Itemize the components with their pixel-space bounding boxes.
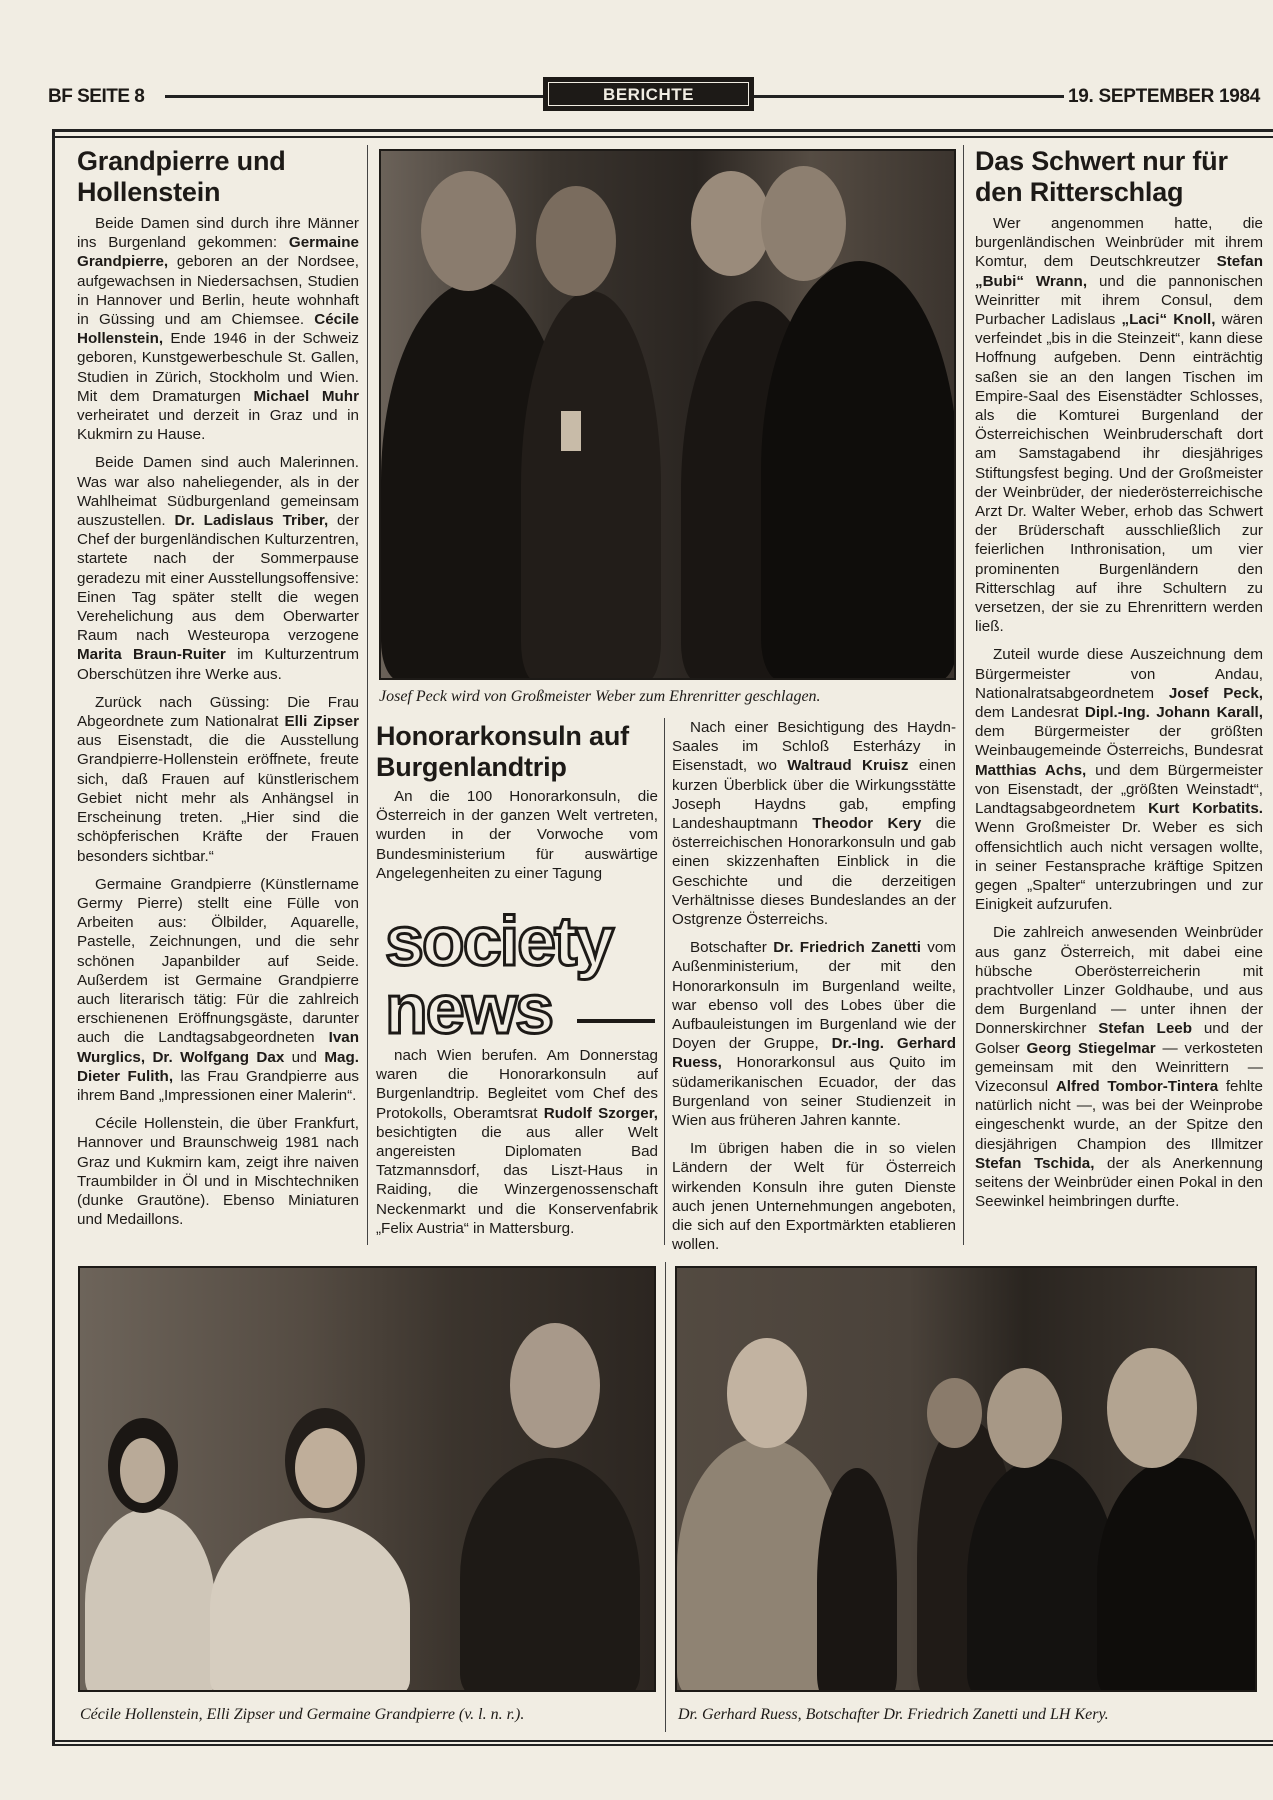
bold-name: Mag. Dieter Fulith, <box>77 1048 359 1085</box>
photo-caption: Josef Peck wird von Großmeister Weber zum Ehrenritter geschlagen. <box>379 688 821 705</box>
text-run: wären verfeindet „bis in die Steinzeit“, kann diese Hoffnung aufgeben. Denn einträchtig saßen sie an den langen Tischen im Empire-Saal des Eisenstädter Schlosses, als die Komturei Burgenland der Österreichischen Weinbruderschaft dort am Samstagabend ihr diesjähriges Stiftungsfest beging. Und der Großmeister der Weinbrüder, der niederösterreichische Arzt Dr. Walter Weber, erhob das Schwert der Brüderschaft ausschließlich zur feierlichen Inthronisation, um vier prominenten Burgenländern den Ritterschlag auf ihre Schultern zu versetzen, der sie zu Ehrenrittern werden ließ. <box>975 311 1263 636</box>
text-run: Beide Damen sind durch ihre Männer ins Burgenland gekommen: <box>77 215 359 252</box>
article-honorarkonsuln <box>376 721 658 892</box>
article-body <box>975 214 1263 1211</box>
header-rule-left <box>165 95 543 98</box>
header-rule-right <box>754 95 1064 98</box>
text-run: Ende 1946 in der Schweiz geboren, Kunstgewerbeschule St. Gallen, Studien in Zürich, Stockholm und Wien. Mit dem Dramaturgen <box>77 330 359 405</box>
column-divider <box>367 145 368 1245</box>
text-run: Germaine Grandpierre (Künstlername Germy Pierre) stellt eine Fülle von Arbeiten aus: Ölbilder, Aquarelle, Pastelle, Zeichnungen, und die sehr schönen Japanbilder auf Seide. Außerdem ist Germaine Grandpierre auch literarisch tätig: Für die zahlreich erschienenen Eröffnungsgäste, darunter auch die Landtagsabgeordneten <box>77 875 359 1047</box>
photo-caption: Dr. Gerhard Ruess, Botschafter Dr. Friedrich Zanetti und LH Kery. <box>678 1706 1109 1723</box>
article-grandpierre <box>77 146 359 1238</box>
frame-left-rule <box>52 129 55 1746</box>
text-run: An die 100 Honorarkonsuln, die Österreich in der ganzen Welt vertreten, wurden in der Vorwoche vom Bundesministerium für auswärtige Angelegenheiten zu einer Tagung <box>376 788 658 882</box>
text-run: Botschafter <box>690 939 774 957</box>
photo-knighting-ceremony <box>379 149 956 680</box>
paragraph <box>77 453 359 683</box>
bold-name: „Laci“ Knoll, <box>1121 311 1216 329</box>
text-run: geboren an der Nordsee, aufgewachsen in Niedersachsen, Studien in Hannover und Berlin, heute wohnhaft in Güssing und am Chiemsee. <box>77 253 359 329</box>
paragraph <box>975 923 1263 1211</box>
text-run: Honorarkonsul aus Quito im südamerikanischen Ecuador, der das Burgenland von seiner Studienzeit in Wien aus früheren Jahren kannte. <box>672 1054 956 1130</box>
column-divider <box>665 1262 666 1732</box>
bold-name: Rudolf Szorger, <box>543 1104 658 1122</box>
bold-name: Germaine Grandpierre, <box>77 234 359 271</box>
text-run: Im übrigen haben die in so vielen Ländern der Welt für Österreich wirkenden Konsuln ihre guten Dienste auch jenen Unternehmungen angeboten, die sich auf den Exportmärkten etablieren wollen. <box>672 1140 956 1254</box>
bold-name: Dr. Ladislaus Triber, <box>174 512 329 530</box>
headline: Das Schwert nur für den Ritterschlag <box>975 146 1228 207</box>
frame-bottom-rule <box>52 1740 1273 1746</box>
text-run: nach Wien berufen. Am Donnerstag waren die Honorarkonsuln auf Burgenlandtrip. Begleitet vom Chef des Protokolls, Oberamtsrat <box>376 1047 658 1122</box>
paragraph <box>376 1046 658 1238</box>
text-run: und dem Bürgermeister von Eisenstadt, der „größten Weinstadt“, Landtagsabgeordnetem <box>975 761 1263 818</box>
bold-name: Georg Stiegelmar <box>1026 1039 1156 1057</box>
text-run: Beide Damen sind auch Malerinnen. Was war also naheliegender, als in der Wahlheimat Südburgenland gemeinsam auszustellen. <box>77 454 359 530</box>
bold-name: Cécile Hollenstein, <box>77 311 359 348</box>
paragraph <box>672 1139 956 1254</box>
frame-top-rule <box>52 129 1273 138</box>
text-run: Wenn Großmeister Dr. Weber es sich offensichtlich auch nicht versagen wollte, in seiner Festansprache kräftige Spitzen gegen „Spalter“ unterzubringen und zur Einigkeit aufzurufen. <box>975 819 1263 914</box>
bold-name: Waltraud Kruisz <box>787 757 909 775</box>
headline: Honorarkonsuln auf Burgenlandtrip <box>376 721 629 782</box>
paragraph <box>376 787 658 883</box>
text-run: die österreichischen Honorarkonsuln und gab einen skizzenhaften Einblick in die Geschichte und die derzeitigen Verhältnisse dieses Bundeslandes an der Ostgrenze Österreichs. <box>672 815 957 929</box>
article-body-part3 <box>672 718 956 1263</box>
issue-date: 19. SEPTEMBER 1984 <box>1068 86 1261 107</box>
text-run: und der Golser <box>975 1020 1263 1057</box>
text-run: Zurück nach Güssing: Die Frau Abgeordnete zum Nationalrat <box>77 693 359 731</box>
article-body-part2 <box>376 1046 658 1247</box>
text-run: der als Anerkennung seitens der Weinbrüder einen Pokal in den Seewinkel heimbringen durfte. <box>975 1154 1263 1211</box>
text-run: im Kulturzentrum Oberschützen ihre Werke aus. <box>77 646 359 683</box>
paragraph <box>672 938 956 1130</box>
bold-name: Michael Muhr <box>253 387 359 405</box>
section-label-box <box>543 77 754 111</box>
text-run: der Chef der burgenländischen Kulturzentren, startete nach der Sommerpause geradezu mit einer Ausstellungsoffensive: Einen Tag später stellt die wegen Verehelichung aus dem Oberwarter Raum nach Westeuropa verzogene <box>77 512 360 645</box>
column-divider <box>664 718 665 1245</box>
bold-name: Stefan „Bubi“ Wrann, <box>975 253 1263 290</box>
bold-name: Dr.-Ing. Gerhard Ruess, <box>672 1035 956 1072</box>
text-run: Zuteil wurde diese Auszeichnung dem Bürgermeister von Andau, Nationalratsabgeordnetem <box>975 646 1263 702</box>
society-news-logo-graphic <box>385 901 657 1039</box>
paragraph <box>77 693 359 866</box>
bold-name: Marita Braun-Ruiter <box>77 646 226 664</box>
paragraph <box>672 718 956 929</box>
paragraph <box>975 214 1263 636</box>
text-run: Nach einer Besichtigung des Haydn-Saales im Schloß Esterházy in Eisenstadt, wo <box>672 719 956 775</box>
text-run: — verkosteten gemeinsam mit den Weinrittern — Vizeconsul <box>975 1039 1264 1095</box>
text-run: Wer angenommen hatte, die burgenländischen Weinbrüder mit ihrem Komtur, dem Deutschkreutzer <box>975 215 1263 271</box>
bold-name: Theodor Kery <box>812 815 922 833</box>
paragraph <box>975 645 1263 914</box>
article-body-part1 <box>376 787 658 883</box>
photo-caption: Cécile Hollenstein, Elli Zipser und Germaine Grandpierre (v. l. n. r.). <box>80 1706 525 1723</box>
bold-name: Dipl.-Ing. Johann Karall, <box>1084 704 1263 722</box>
bold-name: Alfred Tombor-Tintera <box>1055 1077 1219 1095</box>
section-label: BERICHTE <box>548 82 749 106</box>
text-run: einen kurzen Überblick über die Wirkungsstätte Joseph Haydns gab, empfing Landeshauptmann <box>672 757 956 833</box>
text-run: aus Eisenstadt, die die Ausstellung Grandpierre-Hollenstein eröffnete, freute sich, daß Frauen auf künstlerischem Gebiet nicht mehr als Anhängsel in Erscheinung treten. „Hier sind die schöpferischen Kräfte der Frauen besonders sichtbar.“ <box>77 732 359 865</box>
text-run: fehlte natürlich nicht —, was bei der Weinprobe eingeschenkt wurde, an der Spitze den diesjährigen Champion des Illmitzer <box>975 1077 1263 1153</box>
text-run: und <box>284 1048 325 1066</box>
paragraph <box>77 875 359 1105</box>
text-run: verheiratet und derzeit in Graz und in Kukmirn zu Hause. <box>77 407 359 444</box>
text-run: Cécile Hollenstein, die über Frankfurt, Hannover und Braunschweig 1981 nach Graz und Kukmirn kam, zeigt ihre naiven Traumbilder in Öl und in Mischtechniken (dunke Grautöne). Ebenso Miniaturen und Medaillons. <box>77 1115 359 1229</box>
photo-three-women <box>78 1266 656 1692</box>
paragraph <box>77 214 359 444</box>
bold-name: Matthias Achs, <box>975 761 1087 779</box>
bold-name: Dr. Friedrich Zanetti <box>773 939 921 957</box>
headline: Grandpierre und Hollenstein <box>77 146 286 207</box>
society-news-logo <box>385 901 657 1039</box>
photo-diplomats <box>675 1266 1257 1692</box>
article-body <box>77 214 359 1229</box>
logo-society-text: society <box>385 902 613 980</box>
text-run: las Frau Grandpierre aus ihrem Band „Impressionen einer Malerin“. <box>77 1067 359 1104</box>
bold-name: Kurt Korbatits. <box>1148 800 1263 818</box>
column-divider <box>963 145 964 1245</box>
article-schwert <box>975 146 1263 1220</box>
bold-name: Stefan Tschida, <box>975 1154 1095 1172</box>
paragraph <box>77 1114 359 1229</box>
text-run: besichtigten die aus aller Welt angereisten Diplomaten Bad Tatzmannsdorf, das Liszt-Haus in Raiding, die Winzergenossenschaft Neckenmarkt und die Konservenfabrik „Felix Austria“ in Mattersburg. <box>376 1123 658 1237</box>
logo-underline <box>577 1019 655 1023</box>
text-run: dem Landesrat <box>975 704 1085 722</box>
bold-name: Ivan Wurglics, Dr. Wolfgang Dax <box>77 1029 359 1066</box>
logo-news-text: news <box>385 970 553 1039</box>
text-run: Die zahlreich anwesenden Weinbrüder aus ganz Österreich, mit dabei eine hübsche Oberösterreicherin mit prachtvoller Linzer Goldhaube, und aus dem Burgenland — unter ihnen der Donnerskirchner <box>975 924 1263 1038</box>
bold-name: Josef Peck, <box>1168 684 1263 702</box>
bold-name: Stefan Leeb <box>1098 1020 1192 1038</box>
text-run: vom Außenministerium, der mit den Honorarkonsuln im Burgenland weilte, war ebenso voll des Lobes über die Aufbauleistungen im Burgenland wie der Doyen der Gruppe, <box>672 939 956 1053</box>
bold-name: Elli Zipser <box>284 713 359 731</box>
text-run: und die pannonischen Weinritter mit ihrem Consul, dem Purbacher Ladislaus <box>975 272 1263 329</box>
text-run: dem Bürgermeister der größten Weinbaugemeinde Österreichs, Bundesrat <box>975 723 1263 760</box>
page-number: BF SEITE 8 <box>48 86 145 107</box>
